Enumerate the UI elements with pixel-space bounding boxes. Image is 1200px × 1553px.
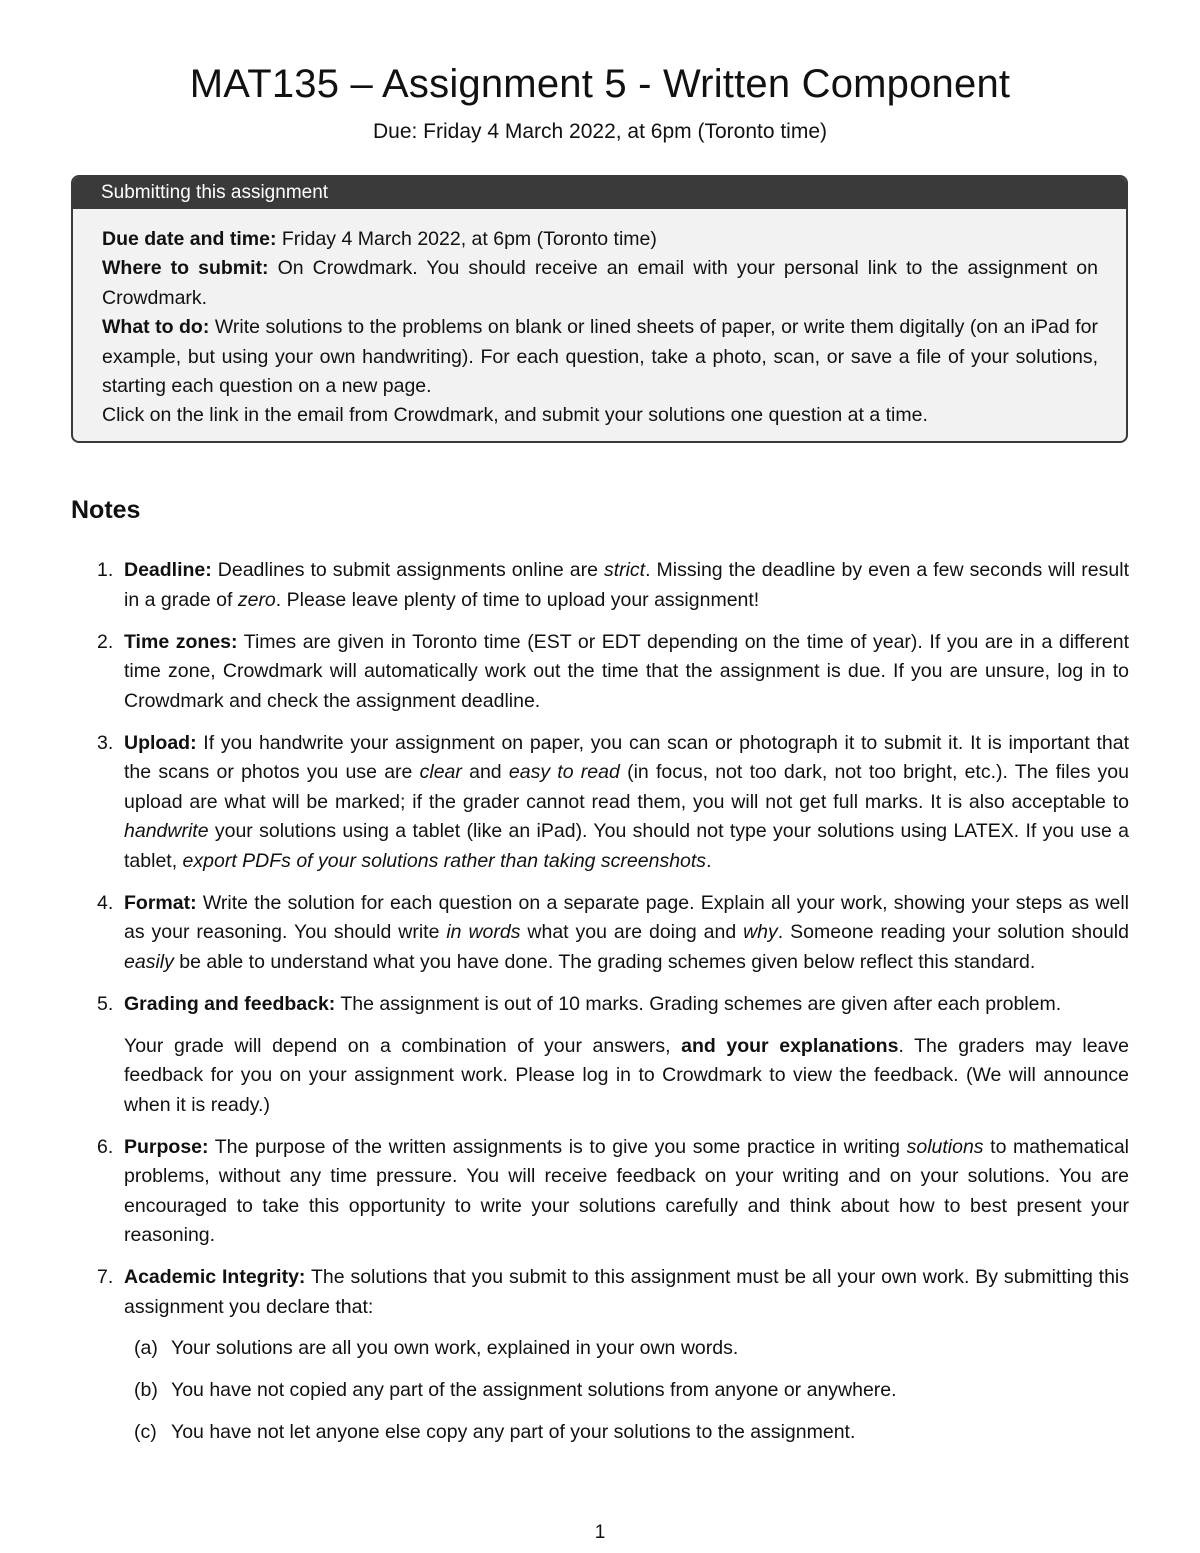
note-number: 5. xyxy=(97,992,114,1015)
note-academic-integrity: 7. Academic Integrity: The solutions that you submit to this assignment must be all your own work. By submitting this assignment you declare that: (a) Your solutions are all you own work, explained in your own words. (b) You have not copied any part of the assignment solutions from anyone or anywhere. (c) You have not let anyone else copy any part of your solutions to the assignment. xyxy=(71,1263,1129,1448)
note-format: 4. Format: Write the solution for each question on a separate page. Explain all your work, showing your steps as well as your reasoning. You should write in words what you are doing and why. Someone reading your solution should easily be able to understand what you have done. The grading schemes given below reflect this standard. xyxy=(71,889,1129,978)
declaration-item: (a) Your solutions are all you own work, explained in your own words. xyxy=(134,1337,739,1359)
where-line: Where to submit: On Crowdmark. You should receive an email with your personal link to the assignment on Crowdmark. xyxy=(102,257,1098,309)
submission-box xyxy=(71,175,1128,443)
due-date-line: Due date and time: Friday 4 March 2022, at 6pm (Toronto time) xyxy=(102,228,657,250)
due-subtitle: Due: Friday 4 March 2022, at 6pm (Toronto time) xyxy=(372,120,828,143)
note-number: 2. xyxy=(97,630,114,653)
note-purpose: 6. Purpose: The purpose of the written assignments is to give you some practice in writing solutions to mathematical problems, without any time pressure. You will receive feedback on your writing and on your solutions. You are encouraged to take this opportunity to write your solutions carefully and think about how to best present your reasoning. xyxy=(71,1133,1129,1251)
submission-box-header: Submitting this assignment xyxy=(73,177,1126,209)
note-number: 6. xyxy=(97,1135,114,1158)
note-time-zones: 2. Time zones: Times are given in Toronto time (EST or EDT depending on the time of year). If you are in a different time zone, Crowdmark will automatically work out the time that the assignment is due. If you are unsure, log in to Crowdmark and check the assignment deadline. xyxy=(71,628,1129,717)
page-title: MAT135 – Assignment 5 - Written Component xyxy=(189,62,1011,106)
notes-heading: Notes xyxy=(71,496,141,524)
declaration-item: (b) You have not copied any part of the assignment solutions from anyone or anywhere. xyxy=(134,1379,897,1401)
what-line: What to do: Write solutions to the problems on blank or lined sheets of paper, or write them digitally (on an iPad for example, but using your own handwriting). For each question, take a photo, scan, or save a file of your solutions, starting each question on a new page. xyxy=(102,316,1098,398)
note-number: 3. xyxy=(97,731,114,754)
note-grading: 5. Grading and feedback: The assignment is out of 10 marks. Grading schemes are given after each problem. Your grade will depend on a combination of your answers, and your explanations. The graders may leave feedback for you on your assignment work. Please log in to Crowdmark to view the feedback. (We will announce when it is ready.) xyxy=(71,990,1129,1121)
declaration-item: (c) You have not let anyone else copy any part of your solutions to the assignment. xyxy=(134,1421,856,1443)
page-number: 1 xyxy=(594,1522,606,1543)
declaration-list xyxy=(124,1334,1129,1448)
note-upload: 3. Upload: If you handwrite your assignment on paper, you can scan or photograph it to submit it. It is important that the scans or photos you use are clear and easy to read (in focus, not too dark, not too bright, etc.). The files you upload are what will be marked; if the grader cannot read them, you will not get full marks. It is also acceptable to handwrite your solutions using a tablet (like an iPad). You should not type your solutions using LATEX. If you use a tablet, export PDFs of your solutions rather than taking screenshots. xyxy=(71,729,1129,877)
click-line: Click on the link in the email from Crowdmark, and submit your solutions one question at a time. xyxy=(102,404,928,427)
note-number: 1. xyxy=(97,559,114,581)
notes-list xyxy=(71,556,1129,1460)
note-deadline: 1. Deadline: Deadlines to submit assignments online are strict. Missing the deadline by even a few seconds will result in a grade of zero. Please leave plenty of time to upload your assignment! xyxy=(71,556,1129,615)
submission-box-body xyxy=(73,209,1126,431)
note-number: 4. xyxy=(97,891,114,914)
note-number: 7. xyxy=(97,1266,114,1288)
